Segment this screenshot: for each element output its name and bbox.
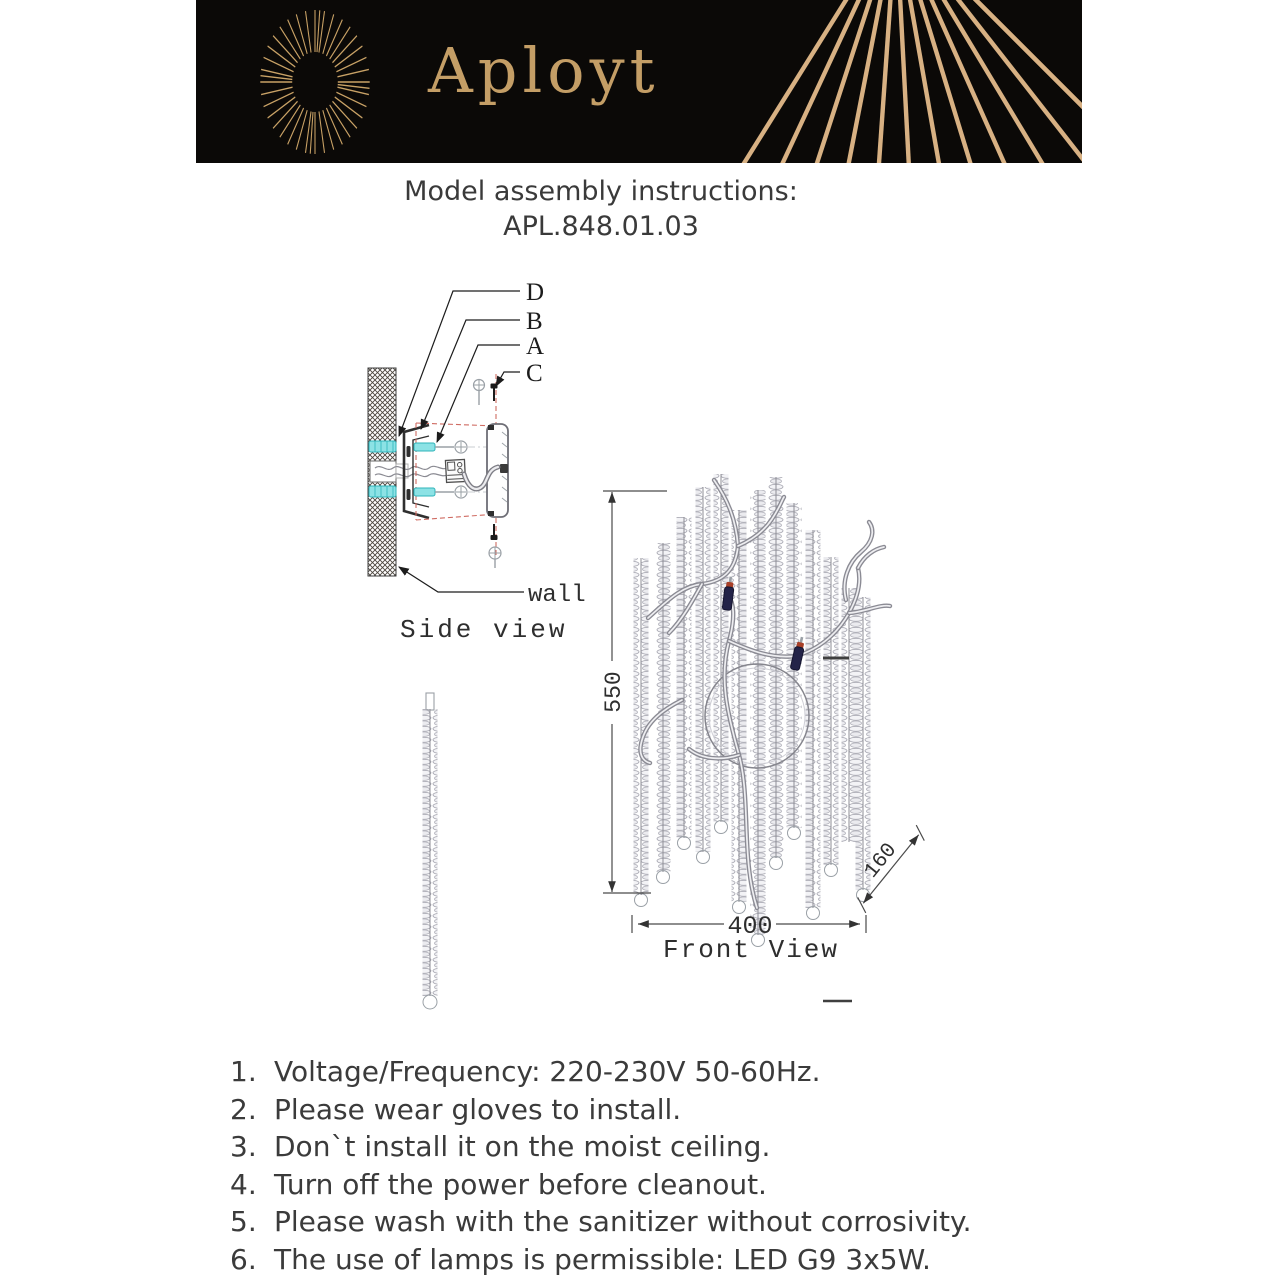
- instruction-number: 3.: [230, 1130, 257, 1163]
- junction-box: [370, 461, 396, 482]
- instruction-text: Don`t install it on the moist ceiling.: [274, 1130, 771, 1163]
- crystal-strand: [842, 588, 857, 842]
- instruction-text: Voltage/Frequency: 220-230V 50-60Hz.: [274, 1055, 821, 1088]
- instruction-text: Turn off the power before cleanout.: [274, 1167, 767, 1201]
- crystal-strand: [824, 557, 839, 877]
- instruction-text: Please wear gloves to install.: [274, 1092, 682, 1126]
- label-c: C: [526, 360, 543, 387]
- instruction-number: 4.: [230, 1167, 257, 1201]
- depth-dim-value: 160: [860, 839, 903, 884]
- instruction-number: 6.: [230, 1242, 257, 1276]
- label-a: A: [526, 333, 545, 360]
- label-b: B: [526, 308, 543, 335]
- wall-label: wall: [528, 582, 586, 609]
- label-d: D: [526, 279, 545, 306]
- crystal-strand: [769, 477, 784, 870]
- crystal-strand: [732, 510, 747, 914]
- model-number: APL.848.01.03: [503, 211, 699, 242]
- crystal-strand: [787, 503, 802, 840]
- instruction-item: [230, 1128, 1090, 1166]
- front-view-caption: Front View: [662, 935, 840, 965]
- screw-top-gray: [474, 380, 485, 406]
- terminal-block: [445, 459, 465, 482]
- width-dim-value: 400: [727, 912, 773, 941]
- crystal-strand: [677, 517, 692, 850]
- instruction-item: [230, 1203, 1090, 1241]
- side-view-diagram: [368, 279, 586, 645]
- crystal-strand-detail: [423, 693, 438, 1009]
- instruction-item: [230, 1091, 1090, 1129]
- height-dim-value: 550: [601, 671, 627, 713]
- side-view-caption: Side view: [400, 615, 568, 645]
- screw-bottom-gray: [489, 547, 501, 568]
- brand-wordmark: Aployt: [428, 34, 660, 107]
- page-title: Model assembly instructions:: [404, 176, 798, 207]
- instruction-item: [230, 1166, 1090, 1204]
- crystal-strand: [696, 487, 711, 864]
- instruction-list: [230, 1053, 1090, 1278]
- instruction-item: [230, 1053, 1090, 1091]
- crystal-strand: [751, 490, 766, 947]
- crystal-strand: [856, 597, 871, 902]
- instruction-text: The use of lamps is permissible: LED G9 3x5W.: [274, 1242, 931, 1276]
- instruction-text: Please wash with the sanitizer without corrosivity.: [274, 1205, 972, 1238]
- instruction-number: 2.: [230, 1092, 257, 1126]
- instruction-number: 1.: [230, 1055, 257, 1088]
- instruction-item: [230, 1241, 1090, 1279]
- front-view-diagram: [601, 474, 929, 1001]
- instruction-number: 5.: [230, 1205, 257, 1238]
- wall-anchor-top: [369, 441, 493, 453]
